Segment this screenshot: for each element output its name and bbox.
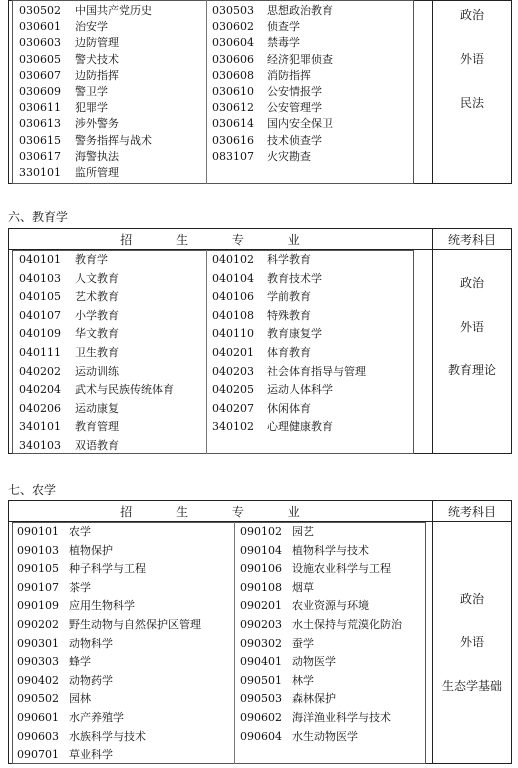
major-code: 090701 bbox=[17, 748, 59, 762]
major-name: 心理健康教育 bbox=[267, 420, 333, 434]
major-code: 090201 bbox=[240, 599, 282, 613]
exam-subject: 生态学基础 bbox=[441, 679, 502, 693]
table-row bbox=[0, 288, 430, 306]
major-name: 农学 bbox=[69, 525, 91, 538]
table-row bbox=[0, 746, 430, 764]
major-name: 社会体育指导与管理 bbox=[267, 364, 366, 378]
major-name: 公安管理学 bbox=[267, 101, 322, 115]
major-code: 090303 bbox=[17, 655, 59, 669]
major-code: 030601 bbox=[19, 20, 61, 34]
header-exam-subjects: 统考科目 bbox=[447, 505, 496, 519]
major-code: 030607 bbox=[19, 68, 61, 82]
table-row bbox=[0, 542, 430, 560]
exam-subject: 民法 bbox=[459, 96, 484, 110]
major-code: 090401 bbox=[240, 655, 282, 669]
major-name: 警务指挥与战术 bbox=[75, 133, 152, 147]
major-code: 030606 bbox=[212, 52, 254, 66]
major-name: 野生动物与自然保护区管理 bbox=[69, 618, 201, 631]
major-name: 国内安全保卫 bbox=[267, 117, 333, 131]
table-row bbox=[0, 437, 430, 455]
table-row bbox=[0, 418, 430, 436]
major-name: 警犬技术 bbox=[75, 52, 119, 66]
major-name: 草业科学 bbox=[69, 748, 113, 762]
major-code: 030617 bbox=[19, 149, 61, 163]
major-code: 090109 bbox=[17, 599, 59, 613]
major-code: 030614 bbox=[212, 117, 254, 131]
major-name: 特殊教育 bbox=[267, 308, 311, 322]
table-row bbox=[0, 344, 430, 362]
major-name: 水族科学与技术 bbox=[69, 729, 146, 743]
exam-subject: 政治 bbox=[459, 8, 484, 22]
major-name: 农业资源与环境 bbox=[292, 599, 369, 613]
table-row bbox=[0, 523, 430, 541]
table-row bbox=[0, 400, 430, 418]
major-name: 人文教育 bbox=[75, 271, 119, 285]
major-code: 090501 bbox=[240, 673, 282, 687]
major-name: 教育康复学 bbox=[267, 327, 322, 341]
major-name: 卫生教育 bbox=[75, 346, 119, 359]
major-code: 040203 bbox=[212, 364, 254, 378]
major-code: 083107 bbox=[212, 149, 254, 163]
table-row bbox=[0, 270, 430, 288]
major-code: 030616 bbox=[212, 133, 254, 147]
major-code: 090104 bbox=[240, 543, 282, 557]
major-name: 植物保护 bbox=[69, 543, 113, 557]
major-name: 科学教育 bbox=[267, 253, 311, 266]
table-row bbox=[0, 690, 430, 708]
major-code: 040204 bbox=[19, 383, 61, 397]
major-name: 艺术教育 bbox=[75, 290, 119, 304]
major-code: 340101 bbox=[19, 420, 61, 434]
major-code: 030502 bbox=[19, 4, 61, 17]
major-code: 090604 bbox=[240, 729, 282, 743]
exam-subject: 外语 bbox=[459, 52, 484, 66]
major-name: 消防指挥 bbox=[267, 68, 311, 82]
major-name: 设施农业科学与工程 bbox=[292, 562, 391, 576]
major-name: 经济犯罪侦查 bbox=[267, 52, 333, 66]
major-name: 植物科学与技术 bbox=[292, 543, 369, 557]
table-row bbox=[0, 616, 430, 634]
major-code: 040207 bbox=[212, 401, 254, 415]
table-row bbox=[0, 709, 430, 727]
major-code: 090503 bbox=[240, 692, 282, 706]
major-name: 思想政治教育 bbox=[267, 4, 333, 17]
major-name: 蚕学 bbox=[292, 636, 314, 650]
major-code: 090601 bbox=[17, 711, 59, 724]
major-name: 运动康复 bbox=[75, 401, 119, 415]
table-row bbox=[0, 251, 430, 269]
major-name: 种子科学与工程 bbox=[69, 562, 146, 576]
major-code: 040107 bbox=[19, 308, 61, 322]
header-majors: 招 生 专 业 bbox=[120, 505, 320, 519]
major-code: 090203 bbox=[240, 618, 282, 631]
major-name: 烟草 bbox=[292, 580, 314, 594]
major-code: 090107 bbox=[17, 580, 59, 594]
table-row bbox=[0, 164, 430, 182]
major-code: 090202 bbox=[17, 618, 59, 631]
column-divider bbox=[432, 500, 433, 764]
major-name: 应用生物科学 bbox=[69, 599, 135, 613]
exam-subject: 教育理论 bbox=[447, 363, 496, 377]
header-exam-subjects: 统考科目 bbox=[447, 233, 496, 247]
section-title: 六、教育学 bbox=[8, 210, 69, 224]
major-name: 休闲体育 bbox=[267, 401, 311, 415]
major-name: 学前教育 bbox=[267, 290, 311, 304]
major-name: 技术侦查学 bbox=[267, 133, 322, 147]
major-code: 090301 bbox=[17, 636, 59, 650]
table-row bbox=[0, 307, 430, 325]
table-row bbox=[0, 381, 430, 399]
major-code: 040104 bbox=[212, 271, 254, 285]
section-title: 七、农学 bbox=[8, 483, 57, 497]
major-code: 340103 bbox=[19, 439, 61, 452]
major-code: 030603 bbox=[19, 36, 61, 50]
table-row bbox=[0, 560, 430, 578]
major-code: 090603 bbox=[17, 729, 59, 743]
major-code: 330101 bbox=[19, 166, 61, 179]
major-name: 小学教育 bbox=[75, 308, 119, 322]
major-name: 边防管理 bbox=[75, 36, 119, 50]
exam-subject: 外语 bbox=[459, 635, 484, 649]
major-code: 040110 bbox=[212, 327, 254, 341]
major-name: 治安学 bbox=[75, 20, 108, 34]
major-name: 水土保持与荒漠化防治 bbox=[292, 618, 402, 631]
major-name: 犯罪学 bbox=[75, 101, 108, 115]
major-code: 030611 bbox=[19, 101, 61, 115]
major-code: 090602 bbox=[240, 711, 282, 724]
major-name: 动物药学 bbox=[69, 673, 113, 687]
major-name: 武术与民族传统体育 bbox=[75, 383, 174, 397]
major-name: 教育学 bbox=[75, 253, 108, 266]
major-name: 林学 bbox=[292, 673, 314, 687]
table-row bbox=[0, 579, 430, 597]
major-code: 030602 bbox=[212, 20, 254, 34]
major-code: 030613 bbox=[19, 117, 61, 131]
major-code: 090402 bbox=[17, 673, 59, 687]
major-code: 040106 bbox=[212, 290, 254, 304]
exam-subject: 政治 bbox=[459, 592, 484, 606]
major-name: 双语教育 bbox=[75, 439, 119, 452]
major-code: 090302 bbox=[240, 636, 282, 650]
major-name: 园林 bbox=[69, 692, 91, 706]
table-row bbox=[0, 653, 430, 671]
major-name: 森林保护 bbox=[292, 692, 336, 706]
exam-subject: 政治 bbox=[459, 276, 484, 290]
major-code: 040201 bbox=[212, 346, 254, 359]
major-code: 040102 bbox=[212, 253, 254, 266]
major-code: 030608 bbox=[212, 68, 254, 82]
major-name: 中国共产党历史 bbox=[75, 4, 152, 17]
major-code: 040205 bbox=[212, 383, 254, 397]
major-name: 动物科学 bbox=[69, 636, 113, 650]
table-row bbox=[0, 728, 430, 746]
major-code: 040202 bbox=[19, 364, 61, 378]
major-name: 水生动物医学 bbox=[292, 729, 358, 743]
table-row bbox=[0, 635, 430, 653]
major-name: 运动训练 bbox=[75, 364, 119, 378]
major-code: 030605 bbox=[19, 52, 61, 66]
major-code: 040105 bbox=[19, 290, 61, 304]
major-code: 090103 bbox=[17, 543, 59, 557]
major-code: 030503 bbox=[212, 4, 254, 17]
major-code: 090105 bbox=[17, 562, 59, 576]
exam-subject: 外语 bbox=[459, 320, 484, 334]
major-code: 030615 bbox=[19, 133, 61, 147]
major-name: 火灾勘查 bbox=[267, 149, 311, 163]
major-name: 海洋渔业科学与技术 bbox=[292, 711, 391, 724]
major-code: 040103 bbox=[19, 271, 61, 285]
major-name: 教育技术学 bbox=[267, 271, 322, 285]
major-code: 040109 bbox=[19, 327, 61, 341]
column-divider bbox=[432, 228, 433, 454]
table-row bbox=[0, 672, 430, 690]
column-divider bbox=[432, 0, 433, 184]
major-code: 040108 bbox=[212, 308, 254, 322]
table-row bbox=[0, 363, 430, 381]
major-code: 090502 bbox=[17, 692, 59, 706]
major-name: 体育教育 bbox=[267, 346, 311, 359]
major-code: 030610 bbox=[212, 85, 254, 98]
major-code: 030604 bbox=[212, 36, 254, 50]
major-name: 蜂学 bbox=[69, 655, 91, 669]
major-code: 090108 bbox=[240, 580, 282, 594]
major-code: 090102 bbox=[240, 525, 282, 538]
major-name: 禁毒学 bbox=[267, 36, 300, 50]
major-name: 公安情报学 bbox=[267, 85, 322, 98]
major-code: 090106 bbox=[240, 562, 282, 576]
major-name: 警卫学 bbox=[75, 85, 108, 98]
header-majors: 招 生 专 业 bbox=[120, 233, 320, 247]
major-name: 监所管理 bbox=[75, 166, 119, 179]
major-code: 030609 bbox=[19, 85, 61, 98]
major-name: 茶学 bbox=[69, 580, 91, 594]
major-name: 海警执法 bbox=[75, 149, 119, 163]
major-code: 040111 bbox=[19, 346, 61, 359]
major-name: 园艺 bbox=[292, 525, 314, 538]
major-code: 090101 bbox=[17, 525, 59, 538]
major-name: 运动人体科学 bbox=[267, 383, 333, 397]
major-code: 040206 bbox=[19, 401, 61, 415]
major-name: 涉外警务 bbox=[75, 117, 119, 131]
major-code: 030612 bbox=[212, 101, 254, 115]
table-row bbox=[0, 597, 430, 615]
major-name: 动物医学 bbox=[292, 655, 336, 669]
major-code: 040101 bbox=[19, 253, 61, 266]
major-name: 华文教育 bbox=[75, 327, 119, 341]
table-row bbox=[0, 325, 430, 343]
major-name: 教育管理 bbox=[75, 420, 119, 434]
major-name: 侦查学 bbox=[267, 20, 300, 34]
major-name: 水产养殖学 bbox=[69, 711, 124, 724]
major-code: 340102 bbox=[212, 420, 254, 434]
major-name: 边防指挥 bbox=[75, 68, 119, 82]
